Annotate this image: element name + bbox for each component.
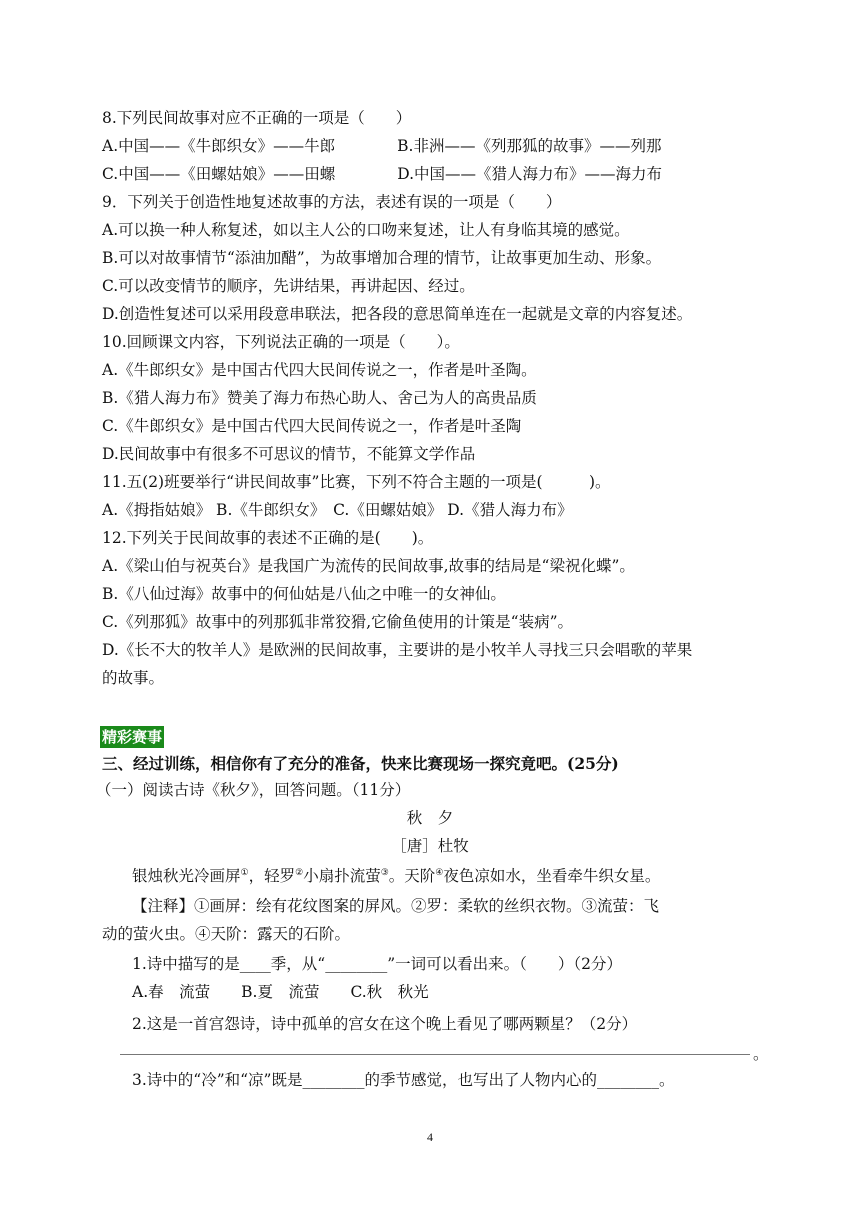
q11-stem: 11.五(2)班要举行“讲民间故事”比赛，下列不符合主题的一项是( )。: [102, 473, 611, 491]
note-marker-2: ②: [295, 867, 304, 878]
q12-option-a: A.《梁山伯与祝英台》是我国广为流传的民间故事,故事的结局是“梁祝化蝶”。: [102, 557, 635, 575]
q11-options: A.《拇指姑娘》 B.《牛郎织女》 C.《田螺姑娘》 D.《猎人海力布》: [102, 501, 573, 519]
q12-option-d-line1: D.《长不大的牧羊人》是欧洲的民间故事，主要讲的是小牧羊人寻找三只会唱歌的苹果: [102, 641, 693, 659]
q12-option-b: B.《八仙过海》故事中的何仙姑是八仙之中唯一的女神仙。: [102, 585, 506, 603]
q9-stem: 9．下列关于创造性地复述故事的方法，表述有误的一项是（ ）: [102, 193, 562, 211]
q12-option-d-line2: 的故事。: [102, 669, 165, 687]
poem-note-line2: 动的萤火虫。④天阶：露天的石阶。: [102, 925, 351, 943]
poem-title: 秋 夕: [406, 809, 454, 827]
q10-option-a: A.《牛郎织女》是中国古代四大民间传说之一，作者是叶圣陶。: [102, 361, 537, 379]
answer-line[interactable]: [120, 1054, 750, 1055]
poem-q1-stem: 1.诗中描写的是____季，从“________”一词可以看出来。（ ）（2分）: [132, 955, 623, 973]
q9-option-d: D.创造性复述可以采用段意串联法，把各段的意思简单连在一起就是文章的内容复述。: [102, 305, 693, 323]
poem-q2-stem: 2.这是一首宫怨诗，诗中孤单的宫女在这个晚上看见了哪两颗星？（2分）: [132, 1015, 638, 1033]
page-number: 4: [427, 1130, 433, 1144]
q8-options-ab: A.中国——《牛郎织女》——牛郎 B.非洲——《列那狐的故事》——列那: [102, 137, 662, 155]
section3-sub1: （一）阅读古诗《秋夕》，回答问题。（11分）: [96, 781, 411, 799]
q12-option-c: C.《列那狐》故事中的列那狐非常狡猾,它偷鱼使用的计策是“装病”。: [102, 613, 574, 631]
q9-option-b: B.可以对故事情节“添油加醋”，为故事增加合理的情节，让故事更加生动、形象。: [102, 249, 662, 267]
q8-stem: 8.下列民间故事对应不正确的一项是（ ）: [102, 109, 412, 127]
poem-text: 银烛秋光冷画屏①，轻罗②小扇扑流萤③。天阶④夜色凉如水，坐看牵牛织女星。: [132, 867, 661, 885]
q10-option-c: C.《牛郎织女》是中国古代四大民间传说之一，作者是叶圣陶: [102, 417, 522, 435]
q12-stem: 12.下列关于民间故事的表述不正确的是( )。: [102, 529, 434, 547]
answer-line-end: 。: [753, 1045, 769, 1063]
poem-note-line1: 【注释】①画屏：绘有花纹图案的屏风。②罗：柔软的丝织衣物。③流萤：飞: [132, 897, 660, 915]
section3-heading: 三、经过训练，相信你有了充分的准备，快来比赛现场一探究竟吧。(25分): [102, 754, 619, 773]
note-marker-4: ④: [435, 867, 444, 878]
poem-q1-options: A.春 流萤 B.夏 流萤 C.秋 秋光: [132, 983, 429, 1001]
q9-option-c: C.可以改变情节的顺序，先讲结果，再讲起因、经过。: [102, 277, 475, 295]
poem-author: ［唐］杜牧: [391, 837, 469, 855]
q8-options-cd: C.中国——《田螺姑娘》——田螺 D.中国——《猎人海力布》——海力布: [102, 165, 663, 183]
note-marker-3: ③: [380, 867, 389, 878]
q10-stem: 10.回顾课文内容，下列说法正确的一项是（ ）。: [102, 333, 460, 351]
q10-option-b: B.《猎人海力布》赞美了海力布热心助人、舍己为人的高贵品质: [102, 389, 537, 407]
q10-option-d: D.民间故事中有很多不可思议的情节，不能算文学作品: [102, 445, 476, 463]
note-marker-1: ①: [240, 867, 249, 878]
section-tag: 精彩赛事: [102, 728, 163, 746]
q9-option-a: A.可以换一种人称复述，如以主人公的口吻来复述，让人有身临其境的感觉。: [102, 221, 630, 239]
poem-q3-stem: 3.诗中的“冷”和“凉”既是________的季节感觉，也写出了人物内心的________。: [132, 1071, 675, 1089]
